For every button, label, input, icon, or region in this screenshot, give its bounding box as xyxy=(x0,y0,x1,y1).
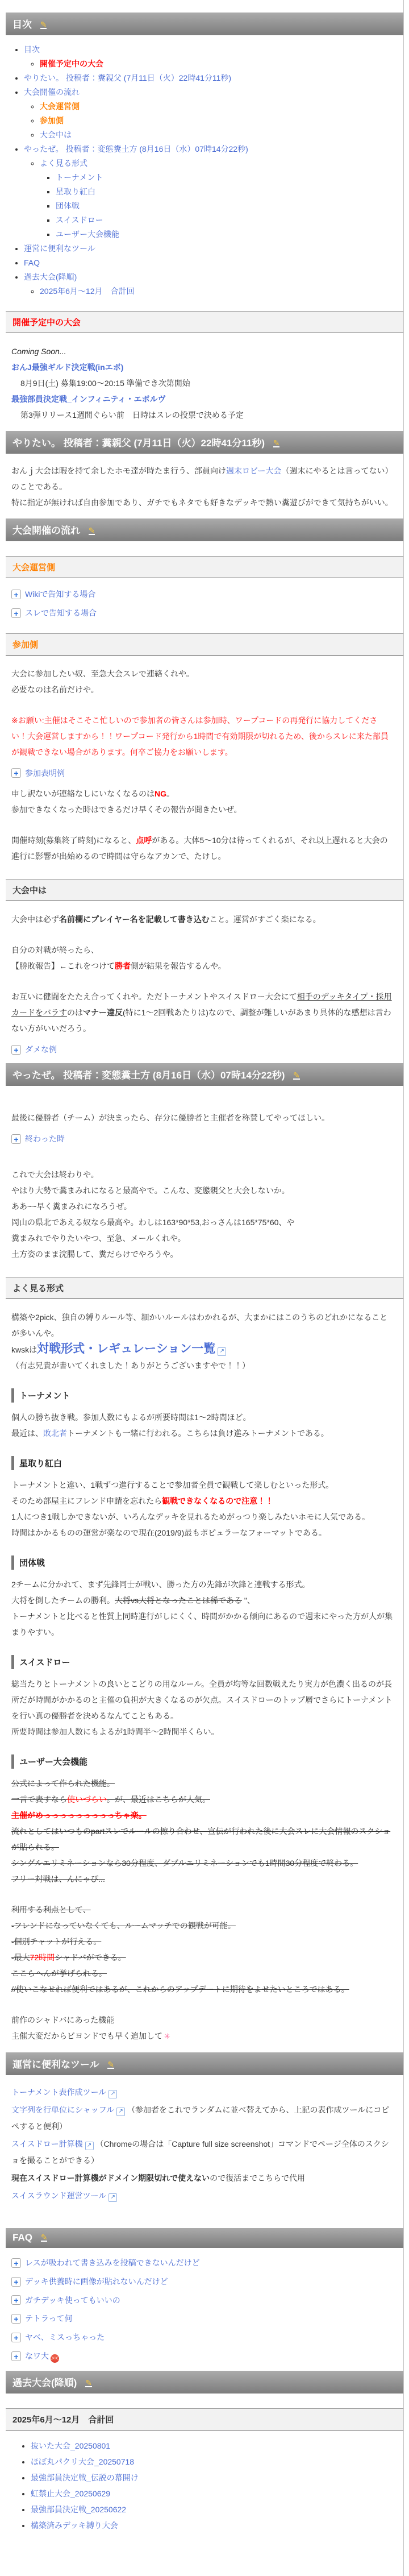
during-paragraph: 【勝敗報告】←これをつけて勝者側が結果を報告するんや。 xyxy=(11,961,226,971)
hoshitori-paragraph: 1人につき1戦しかできないが、いろんなデッキを見れるためがっつり楽しみたいホモに人気である。 xyxy=(11,1512,370,1521)
toc-item xyxy=(24,87,403,140)
tools-block xyxy=(0,2084,403,2204)
collapsible-label[interactable]: 終わった時 xyxy=(25,1134,65,1143)
heading-toc xyxy=(6,13,403,35)
userfunc-paragraph: 前作のシャドバにあった機能 xyxy=(11,2015,115,2025)
heading-faq xyxy=(6,2228,403,2248)
external-link-icon: ↗ xyxy=(218,1347,226,1356)
faq-item-label[interactable]: ガチデッキ使ってもいいの xyxy=(25,2295,120,2305)
toc-item xyxy=(24,144,403,239)
line-shuffle-tool-link[interactable]: 文字列を行単位にシャッフル xyxy=(11,2105,115,2114)
faq-item xyxy=(11,2350,403,2363)
toc-item xyxy=(40,59,403,69)
collapsible-label[interactable]: 参加表明例 xyxy=(25,768,65,778)
toc-item xyxy=(24,44,403,69)
heading-faq-label: FAQ xyxy=(12,2231,32,2243)
toc-link-yattaze[interactable]: やったぜ。 投稿者：変態糞土方 (8月16日（水）07時14分22秒) xyxy=(24,144,248,154)
expand-plus-icon[interactable]: + xyxy=(11,2277,21,2287)
heading-dantai: 団体戦 xyxy=(11,1555,403,1570)
inline-link[interactable]: 敗北者 xyxy=(43,1428,67,1438)
upcoming-event1-link[interactable]: おんJ最強ギルド決定戦(inエボ) xyxy=(11,363,124,372)
dantai-paragraph: トーナメントと比べると性質上同時進行がしにくく、時間がかかる傾向にあるので週末にやった方が人が集まりやすい。 xyxy=(11,1611,393,1637)
list-item xyxy=(31,2473,403,2483)
external-link-icon: ↗ xyxy=(108,2193,117,2202)
heading-flow xyxy=(6,518,403,541)
heading-past xyxy=(6,2371,403,2394)
heading-sanka: 参加側 xyxy=(6,633,403,656)
yattaze-paragraph: ああ~~早く糞まみれになろうぜ。 xyxy=(11,1201,132,1211)
heading-swiss: スイスドロー xyxy=(11,1655,403,1669)
upcoming-event2-detail: 第3弾リリース1週間ぐらい前 日時はスレの投票で決める予定 xyxy=(20,410,244,420)
external-link-icon: ↗ xyxy=(116,2108,125,2116)
toc-item xyxy=(56,172,403,182)
collapsible-bad-example xyxy=(11,1044,403,1055)
angry-face-icon: ＞＜ xyxy=(51,2354,59,2363)
expand-plus-icon[interactable]: + xyxy=(11,2314,21,2324)
heading-tools xyxy=(6,2052,403,2075)
past-tournament-link[interactable]: 最強部員決定戦_伝説の幕開け xyxy=(31,2473,139,2482)
anger-symbol-icon: ✳ xyxy=(164,2031,170,2040)
dantai-paragraph: 2チームに分かれて、まず先鋒同士が戦い、勝った方の先鋒が次鋒と連戦する形式。 xyxy=(11,1579,310,1589)
toc-link-faq[interactable]: FAQ xyxy=(24,258,40,267)
faq-item-label[interactable]: テトラって何 xyxy=(25,2314,73,2324)
past-tournament-link[interactable]: 抜いた大会_20250801 xyxy=(31,2441,111,2450)
heading-unei: 大会運営側 xyxy=(6,556,403,578)
toc-item xyxy=(40,101,403,111)
faq-item-label[interactable]: ヤベ、ミスっちゃった xyxy=(25,2332,105,2342)
yattaze-paragraph: 糞まみれでやりたいやつ、至急、メールくれや。 xyxy=(11,1233,186,1243)
swiss-paragraph: 所要時間は参加人数にもよるが1時間半～2時間半くらい。 xyxy=(11,1727,219,1736)
userfunc-paragraph: ここらへんが挙げられる。 xyxy=(11,1968,107,1978)
expand-plus-icon[interactable]: + xyxy=(11,1134,21,1144)
swiss-calculator-link[interactable]: スイスドロー計算機 xyxy=(11,2139,83,2148)
past-tournament-link[interactable]: 構築済みデッキ縛り大会 xyxy=(31,2520,118,2530)
expand-plus-icon[interactable]: + xyxy=(11,2258,21,2268)
faq-item-label[interactable]: レスが吸われて書き込みを投稿できないんだけど xyxy=(25,2258,200,2267)
heading-hoshitori: 星取り紅白 xyxy=(11,1456,403,1470)
yattaze-paragraph: これで大会は終わりや。 xyxy=(11,1169,99,1179)
expand-plus-icon[interactable]: + xyxy=(11,2333,21,2342)
expand-plus-icon[interactable]: + xyxy=(11,608,21,618)
toc-link-swiss[interactable]: スイスドロー xyxy=(56,215,103,225)
faq-item-label[interactable]: デッキ供養時に画像が貼れないんだけど xyxy=(25,2276,168,2286)
userfunc-paragraph: 一言で表すなら使いづらい。が、最近はこちらが人気。 xyxy=(11,1794,210,1804)
toc-item xyxy=(56,201,403,211)
sanka-warning-text: ※お願い:主催はそこそこ忙しいので参加者の皆さんは参加時、ワープコードの再発行に協力してください！大会運営しますから！！ワープコード発行から1時間で有効期限が切れるため、後からスレに来た部員が観戦できない場合があります。何卒ご協力をお願いします。 xyxy=(11,715,389,757)
toc-item xyxy=(40,286,403,296)
edit-pencil-icon[interactable]: ✎ xyxy=(40,2232,48,2242)
userfunc-paragraph: -最大72時間シャドバができる。 xyxy=(11,1952,126,1962)
toc-link-yaritai[interactable]: やりたい。 投稿者：糞親父 (7月11日（火）22時41分11秒) xyxy=(24,73,232,82)
dantai-paragraph: 大将を倒したチームの勝利。大将vs大将となったことは稀である "、 xyxy=(11,1595,255,1605)
regulation-list-link[interactable]: 対戦形式・レギュレーション一覧 xyxy=(37,1342,216,1355)
swiss-calculator-note: （Chromeの場合は「Capture full size screenshot」コマンドでページ全体のスクショを撮ることができる） xyxy=(11,2139,389,2165)
tools-domain-expired-rest: ので復活までこちらで代用 xyxy=(210,2173,306,2183)
during-paragraph: 大会中は必ず名前欄にプレイヤー名を記載して書き込むこと。運営がすごく楽になる。 xyxy=(11,915,321,924)
expand-plus-icon[interactable]: + xyxy=(11,2295,21,2305)
toc-link-dantai[interactable]: 団体戦 xyxy=(56,201,80,210)
heading-upcoming: 開催予定中の大会 xyxy=(6,311,403,333)
faq-item xyxy=(11,2276,403,2287)
sanka-paragraph: 参加できなくなった時はできるだけ早くその報告が聞きたいぜ。 xyxy=(11,805,242,815)
collapsible-entry-example xyxy=(11,768,403,779)
heading-flow-label: 大会開催の流れ xyxy=(12,525,80,536)
list-item xyxy=(31,2488,403,2499)
faq-item-label[interactable]: なワ大 xyxy=(25,2351,49,2361)
edit-pencil-icon[interactable]: ✎ xyxy=(85,2378,92,2387)
toc-item xyxy=(24,243,403,254)
toc-link-upcoming[interactable]: 開催予定中の大会 xyxy=(40,59,103,68)
toc-link-mokuji[interactable]: 目次 xyxy=(24,45,40,54)
expand-plus-icon[interactable]: + xyxy=(11,2351,21,2361)
yattaze-paragraph: 最後に優勝者（チーム）が決まったら、存分に優勝者と主催者を称賛してやってほしい。 xyxy=(11,1113,329,1123)
tools-domain-expired-bold: 現在スイスドロー計算機がドメイン期限切れで使えない xyxy=(11,2173,210,2183)
userfunc-paragraph: -個別チャットが行える。 xyxy=(11,1936,102,1946)
toc-link-hoshitori[interactable]: 星取り紅白 xyxy=(56,187,95,196)
toc-link-formats[interactable]: よく見る形式 xyxy=(40,159,87,168)
sanka-paragraph: 申し訳ないが連絡なしにいなくなるのはNG。 xyxy=(11,789,174,799)
expand-plus-icon[interactable]: + xyxy=(11,590,21,599)
past-tournament-link[interactable]: 虹禁止大会_20250629 xyxy=(31,2488,111,2498)
heading-yaritai xyxy=(6,431,403,454)
toc-item xyxy=(40,130,403,140)
edit-pencil-icon[interactable]: ✎ xyxy=(107,2059,115,2069)
coming-soon-text: Coming Soon... xyxy=(11,347,66,356)
toc-link-past-2025[interactable]: 2025年6月～12月 合計回 xyxy=(40,287,135,296)
toc-link-userfunc[interactable]: ユーザー大会機能 xyxy=(56,230,119,239)
toc-item xyxy=(56,215,403,225)
toc-item xyxy=(24,258,403,268)
heading-userfunc: ユーザー大会機能 xyxy=(11,1754,403,1769)
hoshitori-paragraph: 時間はかかるものの運営が楽なので現在(2019/9)最もポピュラーなフォーマットである。 xyxy=(11,1528,327,1537)
toc-item xyxy=(40,115,403,126)
yaritai-paragraph: おんｊ大会は暇を持て余したホモ達が時たま行う、部員向け週末ロビー大会（週末にやるとは言ってない）のことである。 xyxy=(11,466,393,491)
kwsk-prefix: kwskは xyxy=(11,1345,37,1354)
formats-intro: 構築や2pick、独自の縛りルール等、細かいルールはわかれるが、大まかにはこのうちのどれかになることが多いんや。 xyxy=(11,1312,388,1338)
collapsible-label[interactable]: スレで告知する場合 xyxy=(25,608,97,617)
list-item xyxy=(31,2504,403,2515)
inline-link[interactable]: 週末ロビー大会 xyxy=(226,466,282,475)
collapsible-finished xyxy=(11,1133,403,1144)
userfunc-paragraph: 流れとしてはいつものpartスレでルールの擦り合わせ、宣伝が行われた後に大会スレに大会情報のスクショが貼られる。 xyxy=(11,1826,391,1852)
faq-item xyxy=(11,2313,403,2324)
collapsible-wiki-notice xyxy=(11,588,403,600)
toc-link-past[interactable]: 過去大会(降順) xyxy=(24,272,77,281)
list-item xyxy=(31,2520,403,2531)
during-paragraph: 自分の対戦が終ったら、 xyxy=(11,945,99,955)
toc-item xyxy=(40,158,403,239)
userfunc-paragraph xyxy=(11,2028,393,2044)
toc-link-during[interactable]: 大会中は xyxy=(40,130,72,139)
toc-link-unei[interactable]: 大会運営側 xyxy=(40,102,80,111)
expand-plus-icon[interactable]: + xyxy=(11,1045,21,1055)
heading-yattaze xyxy=(6,1063,403,1086)
toc-item xyxy=(24,73,403,83)
upcoming-event2-link[interactable]: 最強部員決定戦_インフィニティ・エボルヴ xyxy=(11,395,166,404)
toc-link-sanka[interactable]: 参加側 xyxy=(40,116,64,125)
list-item xyxy=(31,2457,403,2467)
collapsible-label[interactable]: Wikiで告知する場合 xyxy=(25,589,96,599)
userfunc-paragraph: 利用する利点として、 xyxy=(11,1905,91,1914)
userfunc-paragraph: シングルエリミネーションなら30分程度、ダブルエリミネーションでも1時間30分程度で終わる。 xyxy=(11,1858,358,1868)
faq-item xyxy=(11,2295,403,2306)
during-paragraph: お互いに健闘をたたえ合ってくれや。ただトーナメントやスイスドロー大会にて相手のデッキタイプ・採用カードをバラすのはマナー違反(特に1～2回戦あたりは)なので、調整が難しいがあまり具体的な感想は言わない方がいいだろう。 xyxy=(11,992,392,1034)
tournament-paragraph: 最近は、敗北者トーナメントも一緒に行われる。こちらは負け進みトーナメントである。 xyxy=(11,1428,329,1438)
toc-item xyxy=(56,229,403,239)
past-tournament-link[interactable]: ほぼ丸パクリ大会_20250718 xyxy=(31,2457,135,2466)
hoshitori-paragraph: そのため部屋主にフレンド申請を忘れたら観戦できなくなるので注意！！ xyxy=(11,1496,274,1505)
heading-toc-label: 目次 xyxy=(12,19,32,30)
edit-pencil-icon[interactable]: ✎ xyxy=(88,526,95,535)
line-shuffle-tool-note: （参加者をこれでランダムに並べ替えてから、上記の表作成ツールにコピペすると便利） xyxy=(11,2105,390,2131)
past-tournament-link[interactable]: 最強部員決定戦_20250622 xyxy=(31,2504,127,2514)
userfunc-paragraph: 公式によって作られた機能。 xyxy=(11,1778,115,1788)
hoshitori-paragraph: トーナメントと違い、1戦ずつ進行することで参加者全員で観戦して楽しむといった形式。 xyxy=(11,1480,334,1490)
userfunc-paragraph: フリー対戦は、んにゃぴ... xyxy=(11,1874,105,1884)
sanka-paragraph: 必要なのは名前だけや。 xyxy=(11,685,99,694)
toc-link-flow[interactable]: 大会開催の流れ xyxy=(24,88,80,97)
heading-formats: よく見る形式 xyxy=(6,1277,403,1299)
faq-item xyxy=(11,2332,403,2343)
past-tournament-list xyxy=(15,2441,403,2531)
table-of-contents xyxy=(8,44,403,296)
edit-pencil-icon[interactable]: ✎ xyxy=(293,1071,300,1080)
userfunc-paragraph: //使いこなせれば便利ではあるが、これからのアップデートに期待をよせたいところではある。 xyxy=(11,1984,349,1994)
faq-item xyxy=(11,2257,403,2268)
tournament-table-tool-link[interactable]: トーナメント表作成ツール xyxy=(11,2087,107,2097)
toc-item xyxy=(24,272,403,296)
expand-plus-icon[interactable]: + xyxy=(11,768,21,778)
toc-link-tools[interactable]: 運営に便利なツール xyxy=(24,244,95,253)
yattaze-paragraph: 岡山の県北であえる奴なら最高や。わしは163*90*53,おっさんは165*75*60、や xyxy=(11,1217,295,1227)
external-link-icon: ↗ xyxy=(85,2142,94,2150)
swiss-round-tool-link[interactable]: スイスラウンド運営ツール xyxy=(11,2191,107,2200)
toc-link-tournament[interactable]: トーナメント xyxy=(56,173,103,182)
heading-past-label: 過去大会(降順) xyxy=(12,2377,77,2388)
collapsible-thread-notice xyxy=(11,607,403,619)
edit-pencil-icon[interactable]: ✎ xyxy=(273,438,280,447)
userfunc-paragraph: -フレンドになっていなくても、ルームマッチでの観戦が可能。 xyxy=(11,1920,236,1930)
list-item xyxy=(31,2441,403,2451)
heading-during: 大会中は xyxy=(6,879,403,901)
yaritai-paragraph: 特に指定が無ければ自由参加であり、ガチでもネタでも好きなデッキで熱い糞遊びができて気持ちがいい。 xyxy=(11,498,393,507)
sanka-paragraph: 開催時刻(募集終了時刻)になると、点呼がある。大体5～10分は待ってくれるが、それ以上遅れると大会の進行に影響が出始めるので時間は守らなアカンで、たけし。 xyxy=(11,836,388,861)
formats-kwsk-row xyxy=(11,1341,393,1358)
external-link-icon: ↗ xyxy=(108,2090,117,2098)
heading-past-2025: 2025年6月～12月 合計回 xyxy=(6,2408,403,2430)
tournament-paragraph: 個人の勝ち抜き戦。参加人数にもよるが所要時間は1～2時間ほど。 xyxy=(11,1412,251,1422)
heading-tools-label: 運営に便利なツール xyxy=(12,2059,99,2070)
collapsible-label[interactable]: ダメな例 xyxy=(25,1045,57,1055)
userfunc-paragraph: 主催がめっっっっっっっっっちゃ楽。 xyxy=(11,1810,147,1820)
formats-note: （有志兄貴が書いてくれました！ありがとうございますやで！！） xyxy=(11,1360,250,1370)
heading-tournament: トーナメント xyxy=(11,1388,403,1403)
heading-yattaze-label: やったぜ。 投稿者：変態糞土方 (8月16日（水）07時14分22秒) xyxy=(12,1070,285,1081)
swiss-paragraph: 総当たりとトーナメントの良いとこどりの用なルール。全員が均等な回数戦えたり実力が色濃く出るのが長所だが時間がかかるのと主催の負担が大きくなるのが欠点。スイスドローのトップ層でさらにトーナメントを行い真の優勝者を決めるなんてこともある。 xyxy=(11,1679,393,1720)
yattaze-paragraph: 土方姿のまま浣腸して、糞だらけでやろうや。 xyxy=(11,1249,178,1259)
heading-yaritai-label: やりたい。 投稿者：糞親父 (7月11日（火）22時41分11秒) xyxy=(12,438,265,449)
userfunc-request-text: 主催大変だからビヨンドでも早く追加して xyxy=(11,2031,162,2040)
yattaze-paragraph: やはり大勢で糞まみれになると最高やで。こんな、変態親父と大会しないか。 xyxy=(11,1185,290,1195)
toc-item xyxy=(56,186,403,197)
sanka-paragraph: 大会に参加したい奴、至急大会スレで連絡くれや。 xyxy=(11,669,194,678)
upcoming-event1-detail: 8月9日(土) 募集19:00～20:15 準備でき次第開始 xyxy=(20,379,190,388)
edit-pencil-icon[interactable]: ✎ xyxy=(40,20,47,29)
